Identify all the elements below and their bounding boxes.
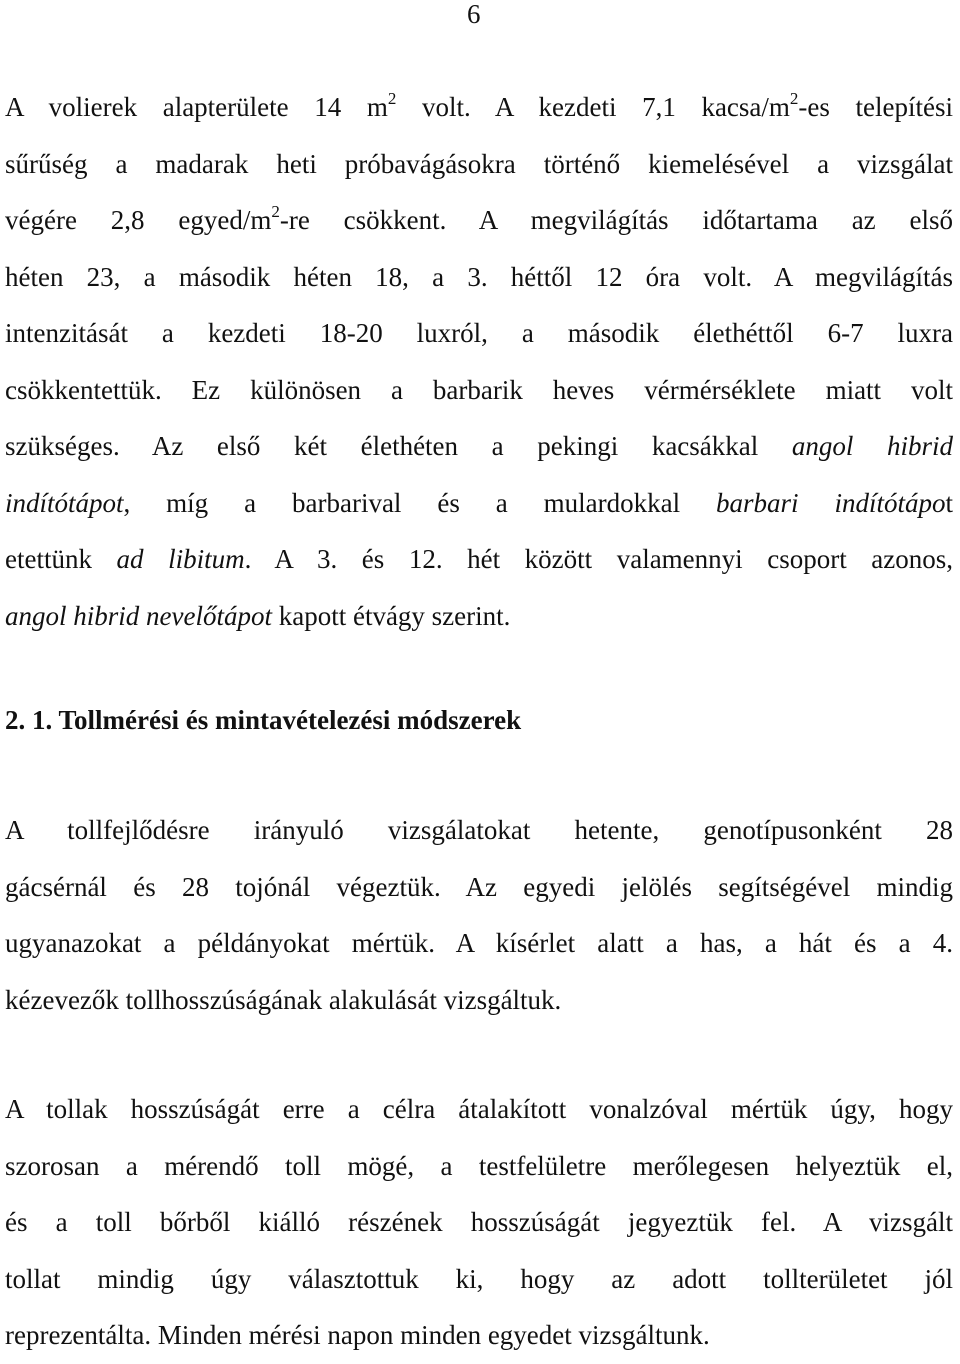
page-number: 6 <box>467 0 481 29</box>
text-line: csökkentettük. Ez különösen a barbarik heves vérmérséklete miatt volt <box>5 374 953 405</box>
text-line: szükséges. Az első két élethéten a pekingi kacsákkal angol hibrid <box>5 431 953 461</box>
text-line: és a toll bőrből kiálló részének hosszúságát jegyeztük fel. A vizsgált <box>5 1207 953 1237</box>
section-heading: 2. 1. Tollmérési és mintavételezési módszerek <box>5 705 522 735</box>
text-line: szorosan a mérendő toll mögé, a testfelületre merőlegesen helyeztük el, <box>5 1150 953 1181</box>
text-line: A volierek alapterülete 14 $m^2$ volt. A kezdeti 7,1 kacsa/$m^2-es$ telepítési <box>5 89 953 122</box>
text-line: héten 23, a második héten 18, a 3. héttől 12 óra volt. A megvilágítás <box>5 261 953 292</box>
text-line: gácsérnál és 28 tojónál végeztük. Az egyedi jelölés segítségével mindig <box>5 871 953 902</box>
text-line: etettünk ad libitum. A 3. és 12. hét között valamennyi csoport azonos, <box>5 544 953 574</box>
text-line: intenzitását a kezdeti 18-20 luxról, a második élethéttől 6-7 luxra <box>5 318 953 348</box>
text-line: A tollfejlődésre irányuló vizsgálatokat hetente, genotípusonként 28 <box>5 815 953 845</box>
text-line: reprezentálta. Minden mérési napon minden egyedet vizsgáltunk. <box>5 1320 710 1350</box>
text-line: kézevezők tollhosszúságának alakulását vizsgáltuk. <box>5 984 562 1015</box>
paragraph-measurement-method <box>5 1081 953 1364</box>
paragraph-housing-lighting <box>5 79 953 644</box>
paragraph-measurement-scope <box>5 802 953 1028</box>
text-line: tollat mindig úgy választottuk ki, hogy az adott tollterületet jól <box>5 1263 953 1294</box>
text-line: sűrűség a madarak heti próbavágásokra történő kiemelésével a vizsgálat <box>5 148 953 179</box>
text-line: ugyanazokat a példányokat mértük. A kísérlet alatt a has, a hát és a 4. <box>5 928 953 958</box>
text-line: indítótápot, míg a barbarival és a mulardokkal barbari indítótápot <box>5 487 953 518</box>
text-line: végére 2,8 egyed/$m^2-re$ csökkent. A megvilágítás időtartama az első <box>5 202 953 235</box>
text-line: A tollak hosszúságát erre a célra átalakított vonalzóval mértük úgy, hogy <box>5 1094 953 1124</box>
text-line: angol hibrid nevelőtápot kapott étvágy szerint. <box>5 600 511 631</box>
